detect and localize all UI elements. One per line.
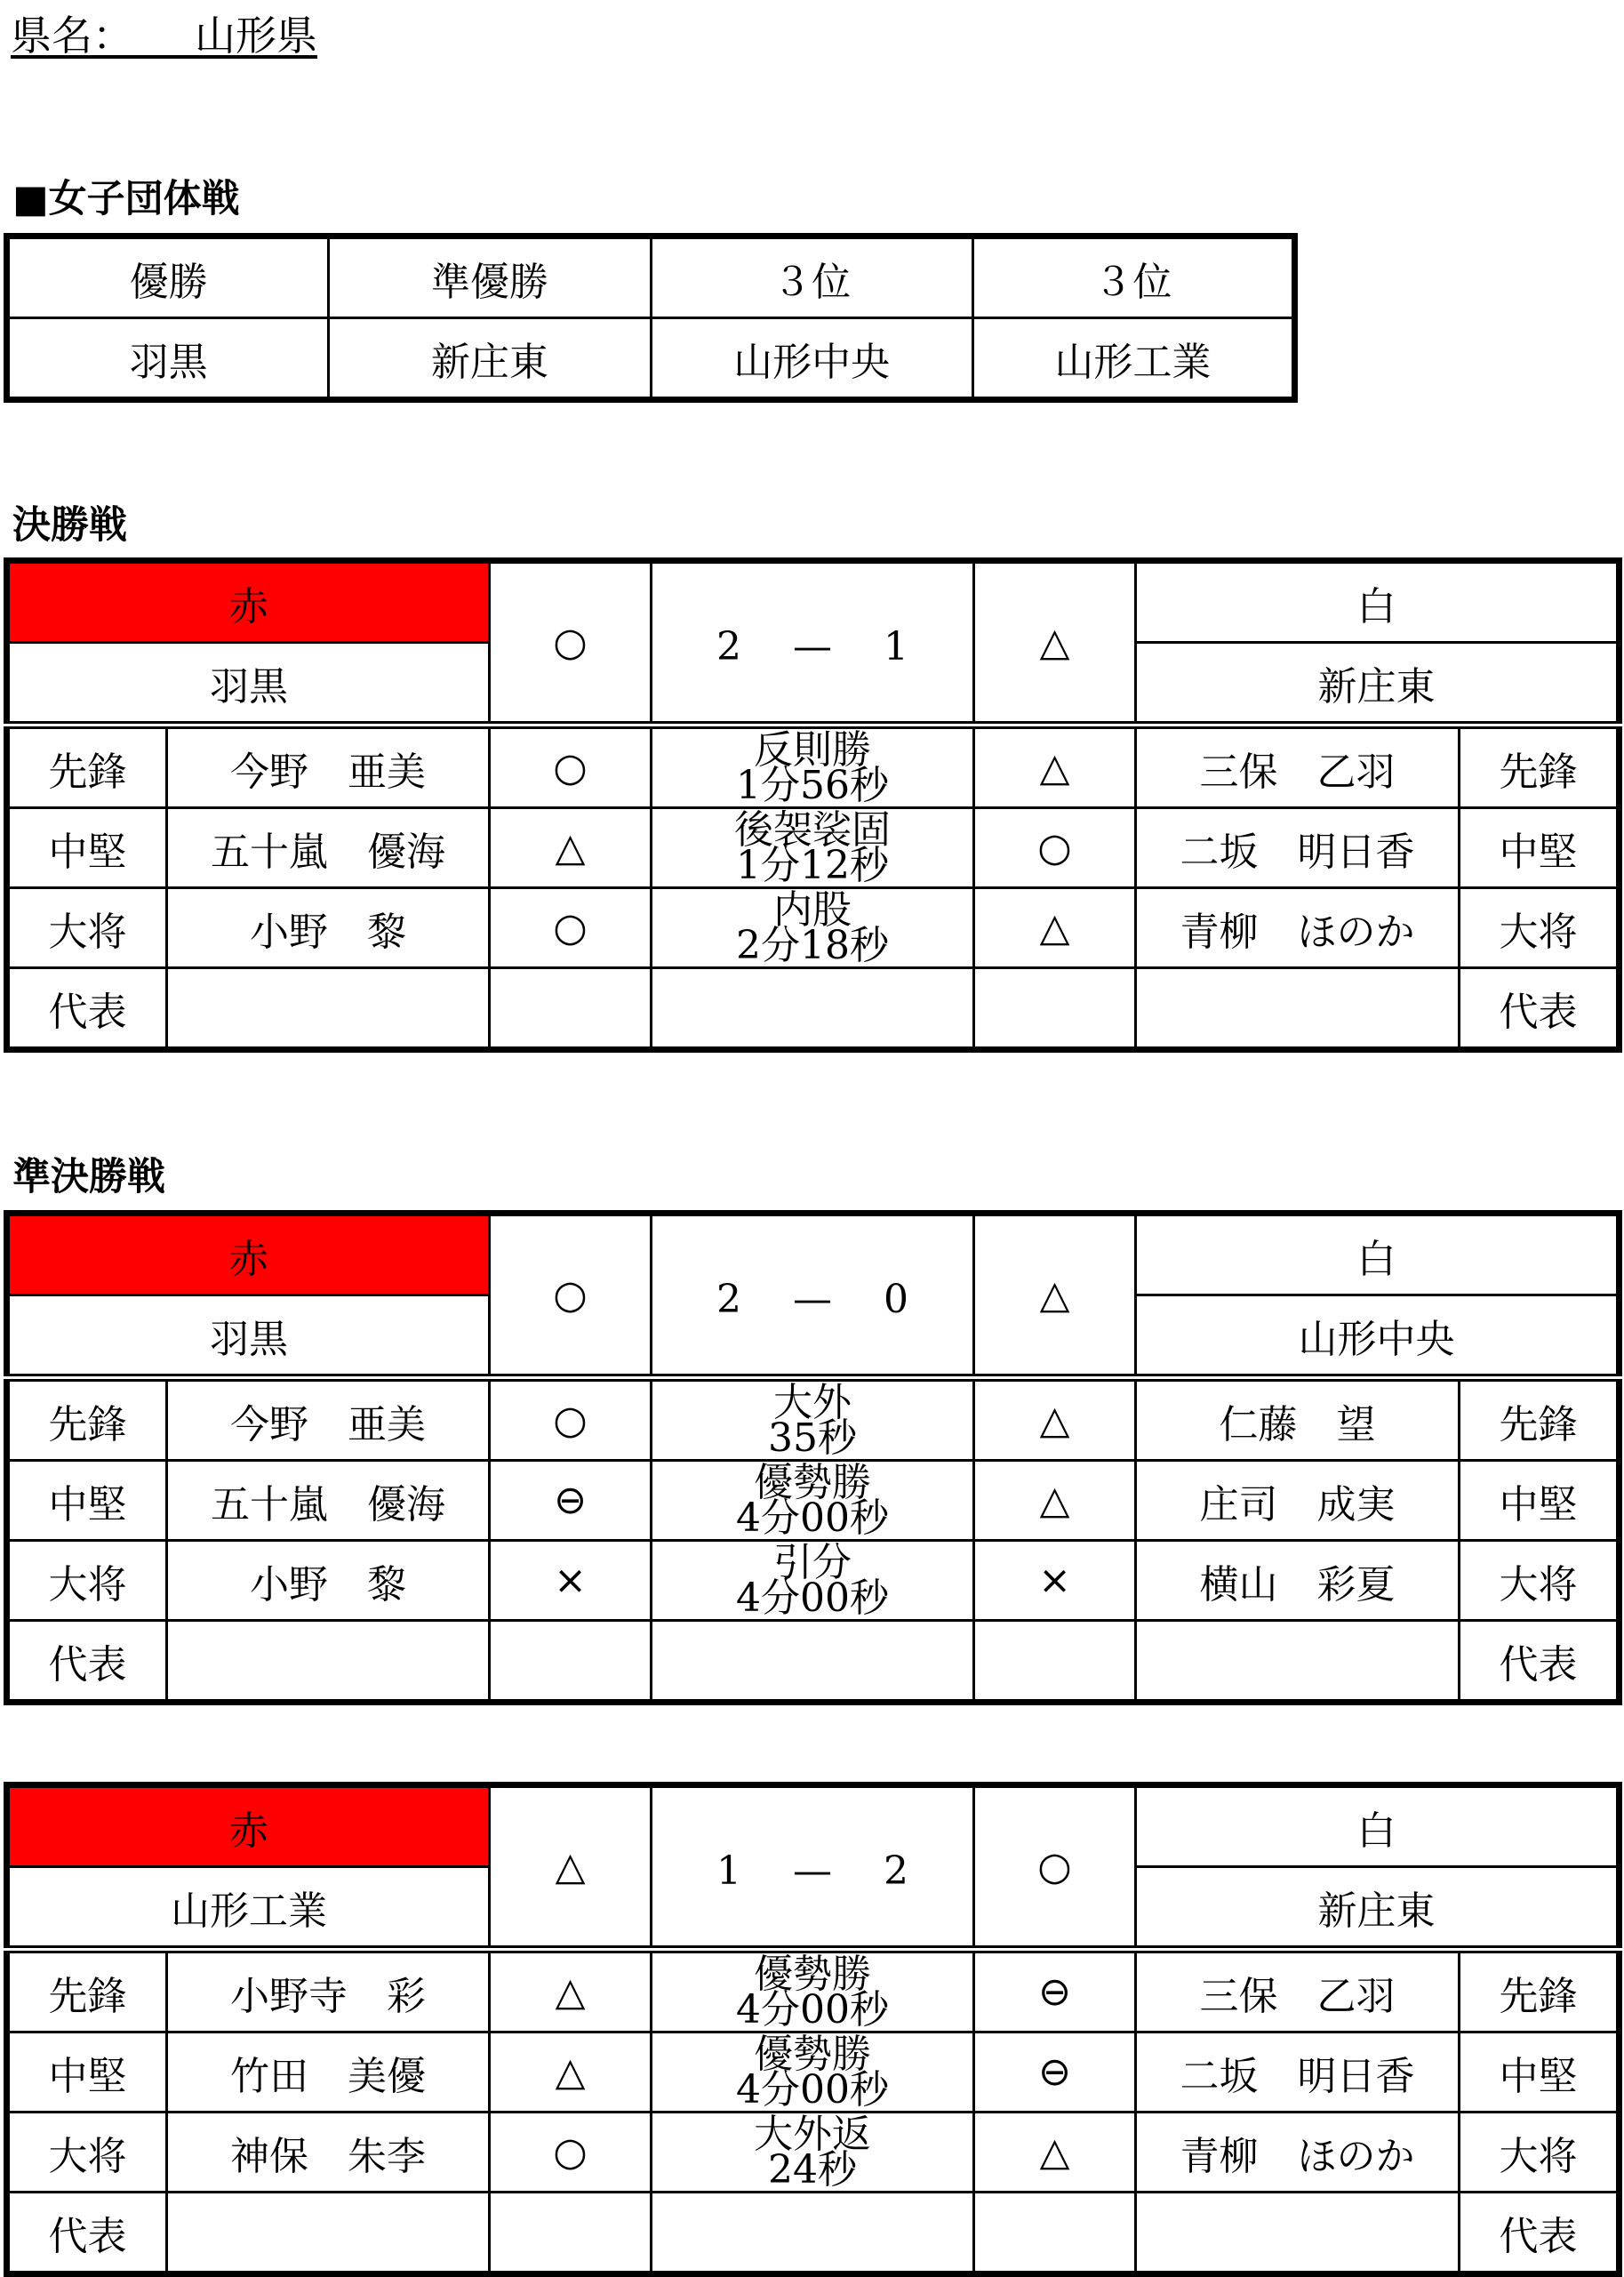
red-player <box>167 968 490 1050</box>
white-side-label: 白 <box>1136 561 1620 643</box>
bout-result <box>652 1378 974 1461</box>
bout-time: 4分00秒 <box>736 1575 889 1621</box>
white-player: 横山 彩夏 <box>1136 1541 1460 1621</box>
red-player: 小野寺 彩 <box>167 1950 490 2032</box>
score-red: 1 <box>716 1848 741 1894</box>
bout-result <box>652 1950 974 2032</box>
red-result: ○ <box>490 2113 652 2193</box>
white-position: 中堅 <box>1460 2032 1620 2113</box>
white-result <box>974 968 1136 1050</box>
summary-team: 羽黒 <box>7 318 329 400</box>
white-position: 代表 <box>1460 2193 1620 2274</box>
bout-row <box>7 726 1620 808</box>
white-result: △ <box>974 888 1136 968</box>
score-white: 0 <box>884 1276 908 1322</box>
prefecture-line <box>11 4 317 62</box>
red-result: × <box>490 1541 652 1621</box>
summary-header: ３位 <box>972 237 1294 318</box>
red-position: 大将 <box>7 2113 167 2193</box>
bout-row <box>7 1378 1620 1461</box>
red-player: 竹田 美優 <box>167 2032 490 2113</box>
white-player: 三保 乙羽 <box>1136 1950 1460 2032</box>
final-heading: 決勝戦 <box>12 503 127 548</box>
white-player: 青柳 ほのか <box>1136 888 1460 968</box>
technique: 反則勝 <box>754 726 871 773</box>
score-dash: — <box>793 1848 832 1894</box>
match-table <box>4 1210 1622 1705</box>
white-team-name: 山形中央 <box>1136 1295 1620 1378</box>
white-side-label: 白 <box>1136 1785 1620 1867</box>
summary-team-row <box>7 318 1295 400</box>
white-player <box>1136 1621 1460 1703</box>
white-position: 先鋒 <box>1460 1950 1620 2032</box>
white-player: 庄司 成実 <box>1136 1461 1460 1541</box>
bout-result <box>652 808 974 888</box>
red-position: 中堅 <box>7 808 167 888</box>
white-side-label: 白 <box>1136 1214 1620 1295</box>
score-dash: — <box>793 1276 832 1322</box>
white-player: 青柳 ほのか <box>1136 2113 1460 2193</box>
white-team-name: 新庄東 <box>1136 1867 1620 1950</box>
white-team-mark: ○ <box>974 1785 1136 1950</box>
bout-time: 1分12秒 <box>736 842 889 888</box>
white-player: 二坂 明日香 <box>1136 2032 1460 2113</box>
red-position: 先鋒 <box>7 726 167 808</box>
red-position: 大将 <box>7 1541 167 1621</box>
white-result: × <box>974 1541 1136 1621</box>
bout-result <box>652 888 974 968</box>
team-score <box>652 1214 974 1378</box>
red-side-label: 赤 <box>7 1785 490 1867</box>
red-position: 代表 <box>7 2193 167 2274</box>
white-team-mark: △ <box>974 1214 1136 1378</box>
results-summary-table <box>4 233 1298 403</box>
summary-team: 新庄東 <box>329 318 651 400</box>
bout-row <box>7 1541 1620 1621</box>
red-side-label: 赤 <box>7 561 490 643</box>
white-position: 大将 <box>1460 888 1620 968</box>
white-team-mark: △ <box>974 561 1136 726</box>
bout-result <box>652 1461 974 1541</box>
bout-result <box>652 2113 974 2193</box>
bout-time: 2分18秒 <box>736 922 889 968</box>
summary-header-row <box>7 237 1295 318</box>
score-red: 2 <box>716 1276 741 1322</box>
red-player: 五十嵐 優海 <box>167 808 490 888</box>
white-position: 中堅 <box>1460 808 1620 888</box>
bout-result <box>652 2193 974 2274</box>
technique: 大外返 <box>754 2111 871 2157</box>
white-result: ⊖ <box>974 1950 1136 2032</box>
red-result <box>490 968 652 1050</box>
summary-header: ３位 <box>651 237 972 318</box>
white-player: 仁藤 望 <box>1136 1378 1460 1461</box>
white-player: 二坂 明日香 <box>1136 808 1460 888</box>
red-team-mark: ○ <box>490 1214 652 1378</box>
white-team-name: 新庄東 <box>1136 643 1620 726</box>
technique: 優勢勝 <box>754 1459 871 1505</box>
red-player <box>167 2193 490 2274</box>
red-result <box>490 1621 652 1703</box>
bout-result <box>652 1621 974 1703</box>
bout-row <box>7 2113 1620 2193</box>
red-result: △ <box>490 808 652 888</box>
red-team-name: 羽黒 <box>7 643 490 726</box>
white-position: 先鋒 <box>1460 726 1620 808</box>
red-team-name: 羽黒 <box>7 1295 490 1378</box>
red-side-label: 赤 <box>7 1214 490 1295</box>
red-position: 代表 <box>7 1621 167 1703</box>
white-position: 中堅 <box>1460 1461 1620 1541</box>
summary-header: 準優勝 <box>329 237 651 318</box>
prefecture-label: 県名： <box>11 12 113 60</box>
red-position: 中堅 <box>7 2032 167 2113</box>
white-result: △ <box>974 1378 1136 1461</box>
red-result <box>490 2193 652 2274</box>
white-position: 大将 <box>1460 2113 1620 2193</box>
white-position: 代表 <box>1460 1621 1620 1703</box>
technique: 優勢勝 <box>754 2031 871 2077</box>
bout-row <box>7 1950 1620 2032</box>
bout-result <box>652 726 974 808</box>
white-result: ⊖ <box>974 2032 1136 2113</box>
red-team-name: 山形工業 <box>7 1867 490 1950</box>
bout-time: 4分00秒 <box>736 1495 889 1541</box>
match-header-top <box>7 561 1620 643</box>
bout-row <box>7 888 1620 968</box>
technique: 内股 <box>773 886 852 933</box>
team-score <box>652 1785 974 1950</box>
technique: 優勢勝 <box>754 1951 871 1997</box>
white-result: △ <box>974 2113 1136 2193</box>
white-position: 先鋒 <box>1460 1378 1620 1461</box>
bout-result <box>652 1541 974 1621</box>
bout-result <box>652 968 974 1050</box>
bout-time: 1分56秒 <box>736 762 889 808</box>
match-table <box>4 557 1622 1053</box>
technique: 大外 <box>773 1379 852 1425</box>
red-player: 五十嵐 優海 <box>167 1461 490 1541</box>
red-player <box>167 1621 490 1703</box>
bout-row <box>7 1621 1620 1703</box>
prefecture-value: 山形県 <box>195 12 317 60</box>
white-player <box>1136 968 1460 1050</box>
summary-header: 優勝 <box>7 237 329 318</box>
bout-result <box>652 2032 974 2113</box>
red-position: 大将 <box>7 888 167 968</box>
technique: 後袈裟固 <box>734 806 891 853</box>
bout-row <box>7 1461 1620 1541</box>
technique: 引分 <box>773 1539 852 1585</box>
bout-row <box>7 968 1620 1050</box>
match-header-top <box>7 1214 1620 1295</box>
red-player: 神保 朱李 <box>167 2113 490 2193</box>
red-result: ⊖ <box>490 1461 652 1541</box>
red-position: 先鋒 <box>7 1378 167 1461</box>
red-result: ○ <box>490 1378 652 1461</box>
red-team-mark: △ <box>490 1785 652 1950</box>
summary-team: 山形工業 <box>972 318 1294 400</box>
summary-team: 山形中央 <box>651 318 972 400</box>
white-result: △ <box>974 1461 1136 1541</box>
white-result: ○ <box>974 808 1136 888</box>
bout-time: 4分00秒 <box>736 2066 889 2113</box>
white-player: 三保 乙羽 <box>1136 726 1460 808</box>
match-header-top <box>7 1785 1620 1867</box>
red-result: ○ <box>490 888 652 968</box>
red-player: 小野 黎 <box>167 1541 490 1621</box>
white-position: 代表 <box>1460 968 1620 1050</box>
match-table <box>4 1782 1622 2277</box>
red-player: 今野 亜美 <box>167 1378 490 1461</box>
white-result <box>974 1621 1136 1703</box>
red-result: ○ <box>490 726 652 808</box>
score-white: 1 <box>884 623 908 669</box>
white-result: △ <box>974 726 1136 808</box>
score-red: 2 <box>716 623 741 669</box>
white-result <box>974 2193 1136 2274</box>
team-score <box>652 561 974 726</box>
score-white: 2 <box>884 1848 908 1894</box>
red-player: 今野 亜美 <box>167 726 490 808</box>
red-position: 先鋒 <box>7 1950 167 2032</box>
bout-row <box>7 2193 1620 2274</box>
red-position: 中堅 <box>7 1461 167 1541</box>
red-team-mark: ○ <box>490 561 652 726</box>
white-position: 大将 <box>1460 1541 1620 1621</box>
event-heading: ■女子団体戦 <box>12 177 240 221</box>
score-dash: — <box>793 623 832 669</box>
bout-time: 35秒 <box>768 1415 857 1461</box>
red-result: △ <box>490 2032 652 2113</box>
red-result: △ <box>490 1950 652 2032</box>
bout-time: 4分00秒 <box>736 1986 889 2032</box>
white-player <box>1136 2193 1460 2274</box>
red-position: 代表 <box>7 968 167 1050</box>
bout-row <box>7 2032 1620 2113</box>
bout-row <box>7 808 1620 888</box>
bout-time: 24秒 <box>768 2146 857 2193</box>
red-player: 小野 黎 <box>167 888 490 968</box>
semifinal-heading: 準決勝戦 <box>12 1155 165 1199</box>
